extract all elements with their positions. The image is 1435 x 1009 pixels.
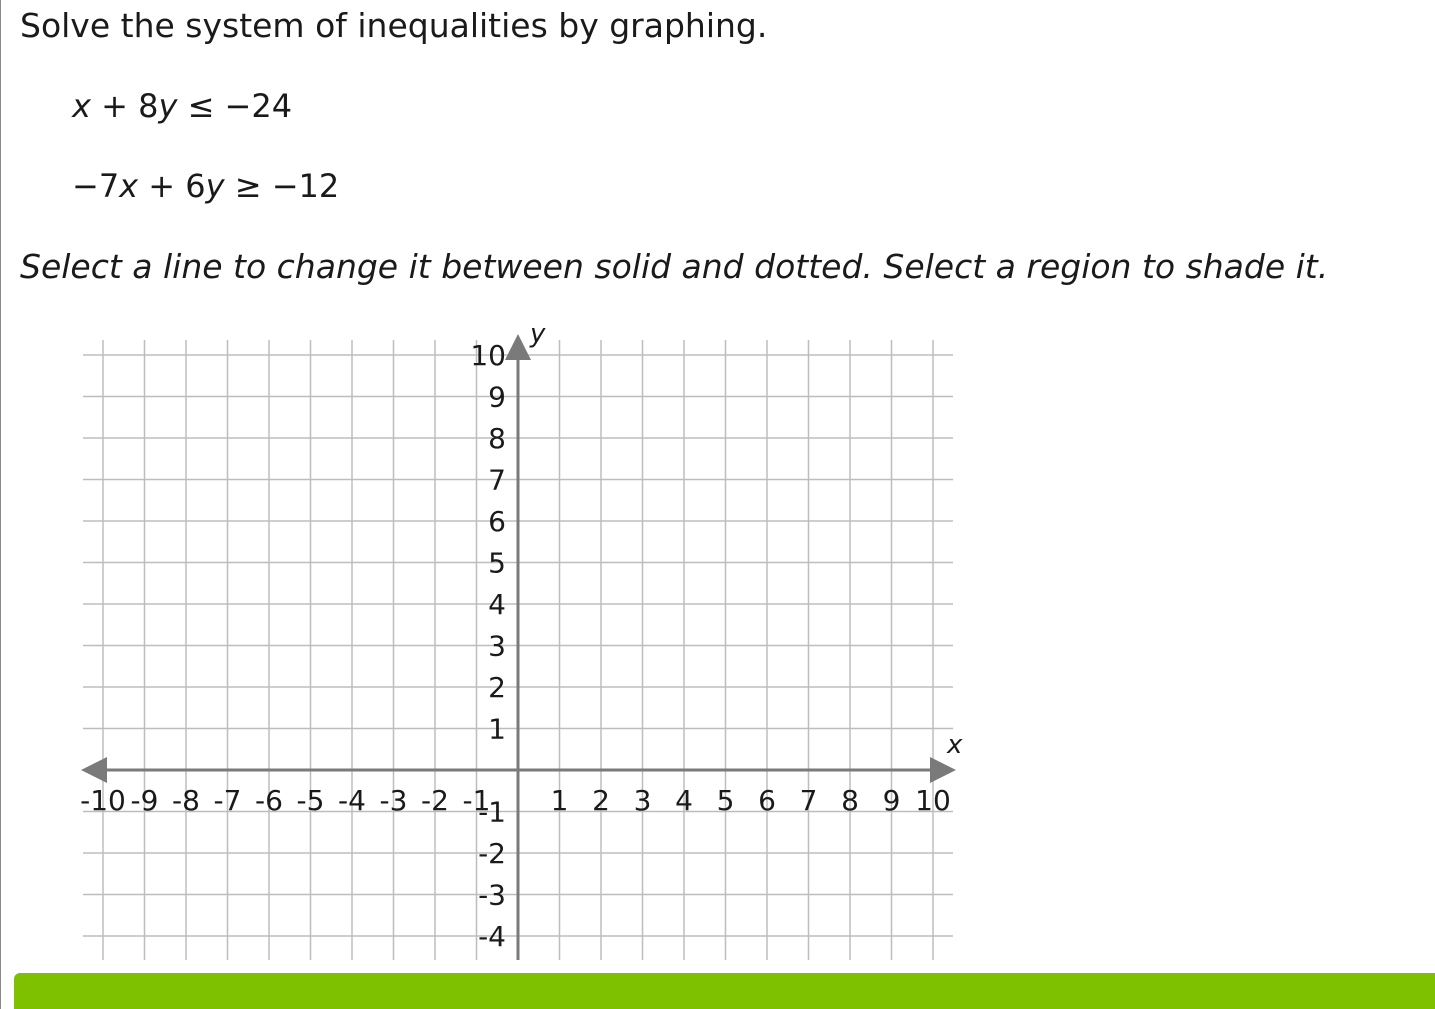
x-tick-label: 10: [915, 784, 951, 817]
y-axis-label: y: [530, 319, 546, 349]
x-tick-label: -6: [255, 784, 283, 817]
y-tick-label: 10: [470, 339, 506, 372]
y-tick-label: 3: [488, 629, 506, 663]
y-variable: y: [205, 167, 225, 205]
y-tick-label: 8: [488, 422, 506, 455]
x-tick-label: -4: [338, 784, 366, 817]
x-tick-label: 5: [716, 784, 735, 817]
x-tick-label: -3: [379, 784, 408, 817]
x-tick-label: -1: [462, 784, 491, 817]
x-tick-label: 2: [592, 784, 610, 817]
y-tick-label: 6: [488, 505, 506, 538]
x-tick-label: 6: [758, 784, 776, 817]
x-variable: x: [72, 87, 91, 125]
y-variable: y: [158, 87, 178, 125]
x-tick-label: -7: [213, 784, 242, 817]
x-tick-label: -8: [172, 784, 200, 817]
y-tick-label: 2: [488, 671, 506, 704]
x-tick-label: -9: [130, 784, 159, 817]
submit-bar[interactable]: [14, 973, 1435, 1009]
x-tick-label: 9: [882, 784, 901, 817]
coefficient: + 6: [138, 167, 206, 205]
y-tick-label: 1: [488, 712, 506, 746]
coefficient: + 8: [90, 87, 159, 125]
x-axis-label: x: [947, 730, 963, 760]
y-tick-label: -2: [478, 837, 506, 870]
x-coefficient: −7: [72, 167, 120, 205]
y-tick-label: -1: [478, 795, 506, 829]
y-axis-top-arrow: [505, 334, 531, 360]
relation: ≥ −12: [224, 167, 340, 205]
x-axis-right-arrow: [930, 757, 956, 783]
x-tick-label: 7: [799, 784, 818, 817]
y-tick-label: 7: [488, 463, 506, 497]
x-tick-label: 8: [841, 784, 859, 817]
x-tick-label: -10: [80, 784, 126, 817]
y-tick-label: -3: [478, 878, 506, 912]
x-tick-label: -5: [296, 784, 325, 817]
relation: ≤ −24: [177, 87, 293, 125]
x-tick-label: 1: [550, 784, 569, 817]
question-prompt: Solve the system of inequalities by graphing.: [20, 6, 768, 45]
y-tick-label: 5: [488, 546, 506, 580]
instructions: Select a line to change it between solid and dotted. Select a region to shade it.: [20, 247, 1329, 286]
y-tick-label: -4: [478, 920, 506, 953]
x-variable: x: [119, 167, 139, 205]
y-tick-label: 9: [488, 380, 506, 414]
x-tick-label: 3: [633, 784, 652, 817]
x-axis-left-arrow: [81, 757, 107, 783]
axes: [81, 334, 956, 960]
y-tick-label: 4: [488, 588, 506, 621]
x-tick-label: -2: [421, 784, 449, 817]
x-tick-label: 4: [675, 784, 693, 817]
